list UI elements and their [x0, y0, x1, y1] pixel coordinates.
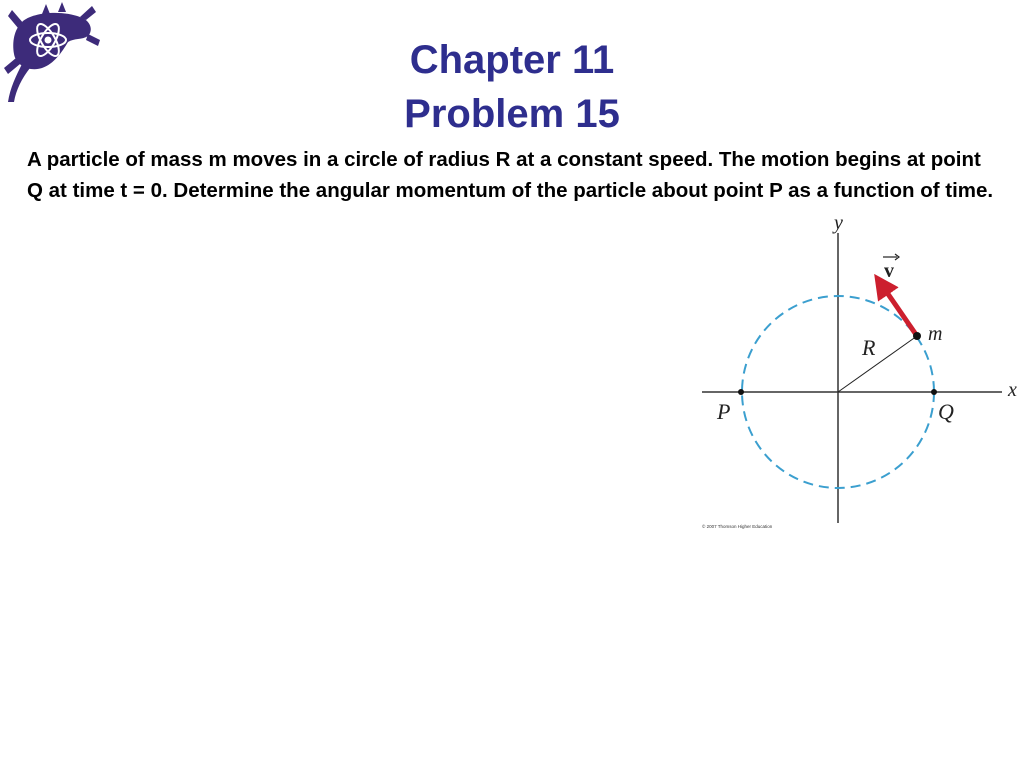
slide-title-problem: Problem 15: [404, 92, 620, 136]
radius-line: [838, 336, 917, 392]
point-p-label: P: [717, 399, 731, 424]
y-axis-label: y: [834, 212, 843, 234]
slide-title-chapter: Chapter 11: [409, 38, 615, 82]
radius-label: R: [862, 335, 876, 360]
particle-m-dot: [913, 332, 921, 340]
circular-motion-diagram: [692, 205, 1024, 535]
x-axis-label: x: [1008, 379, 1017, 401]
point-q-dot: [931, 389, 937, 395]
copyright-text: © 2007 Thomson Higher Education: [702, 524, 773, 529]
point-p-dot: [738, 389, 744, 395]
problem-statement: A particle of mass m moves in a circle of radius R at a constant speed. The motion begins at point Q at time t = 0. Determine the angular momentum of the particle about point P as a function of time.: [27, 148, 994, 202]
point-q-label: Q: [938, 399, 954, 424]
mass-label: m: [928, 323, 943, 345]
velocity-label: v: [884, 260, 894, 282]
